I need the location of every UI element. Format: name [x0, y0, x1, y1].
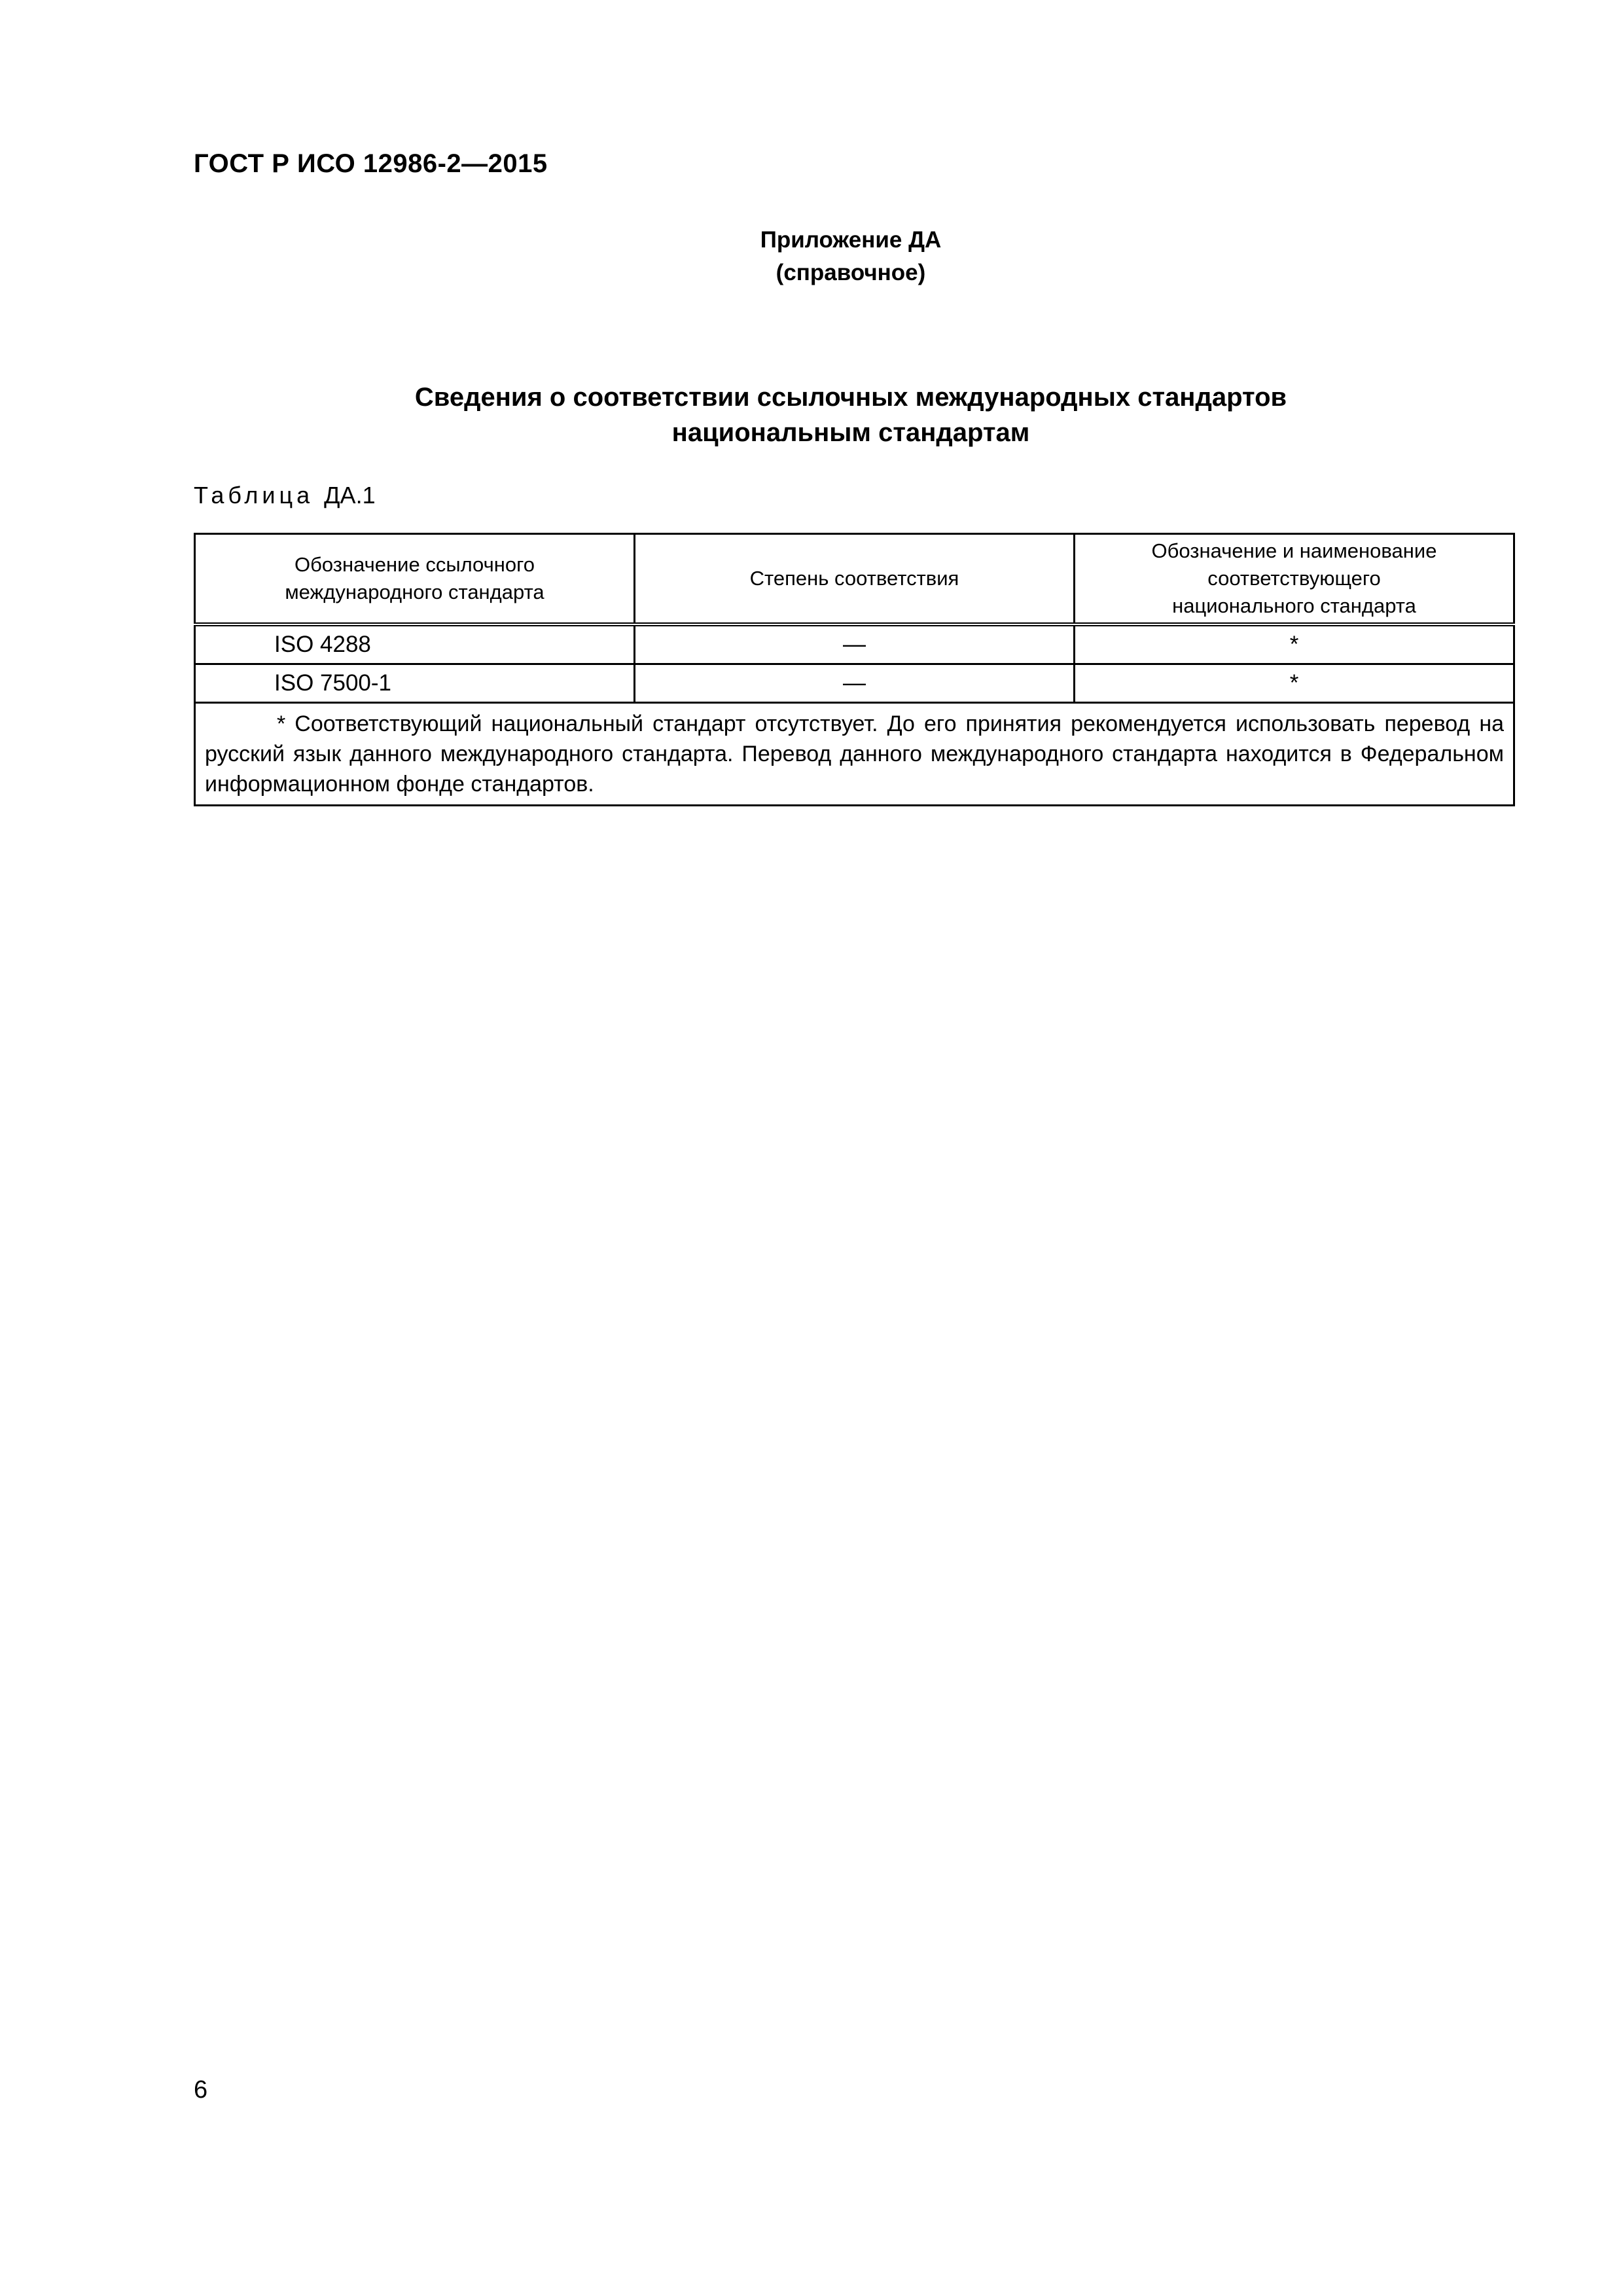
table-footnote: * Соответствующий национальный стандарт отсутствует. До его принятия рекомендуется использовать перевод на русский язык данного международного стандарта. Перевод данного международного стандарта находится в Федеральном информационном фонде стандартов.	[195, 703, 1514, 806]
section-title	[0, 380, 1623, 450]
column-header-line: Обозначение и наименование	[1151, 539, 1437, 562]
column-header-line: Обозначение ссылочного	[294, 553, 535, 576]
table-label-number: ДА.1	[324, 482, 376, 509]
column-header-degree	[635, 534, 1075, 625]
annex-title: Приложение ДА	[760, 227, 942, 253]
section-title-line-1: Сведения о соответствии ссылочных международных стандартов	[414, 383, 1287, 412]
cell-national: *	[1075, 624, 1514, 664]
table-header-row	[195, 534, 1514, 625]
column-header-line: Степень соответствия	[749, 567, 959, 590]
column-header-line: международного стандарта	[285, 581, 544, 603]
cell-degree: —	[635, 664, 1075, 703]
cell-standard: ISO 7500-1	[195, 664, 635, 703]
column-header-reference-standard	[195, 534, 635, 625]
annex-heading	[0, 224, 1623, 289]
page-number: 6	[194, 2076, 208, 2104]
table-row	[195, 664, 1514, 703]
correspondence-table	[194, 533, 1515, 806]
cell-degree: —	[635, 624, 1075, 664]
column-header-line: национального стандарта	[1172, 594, 1416, 617]
column-header-national-standard	[1075, 534, 1514, 625]
cell-national: *	[1075, 664, 1514, 703]
column-header-line: соответствующего	[1207, 567, 1381, 590]
table-row	[195, 624, 1514, 664]
table-footnote-row	[195, 703, 1514, 806]
table-label	[194, 482, 376, 509]
annex-type: (справочное)	[776, 260, 926, 285]
section-title-line-2: национальным стандартам	[671, 418, 1030, 447]
document-code: ГОСТ Р ИСО 12986-2—2015	[194, 149, 548, 178]
table-label-prefix: Таблица	[194, 482, 314, 509]
cell-standard: ISO 4288	[195, 624, 635, 664]
